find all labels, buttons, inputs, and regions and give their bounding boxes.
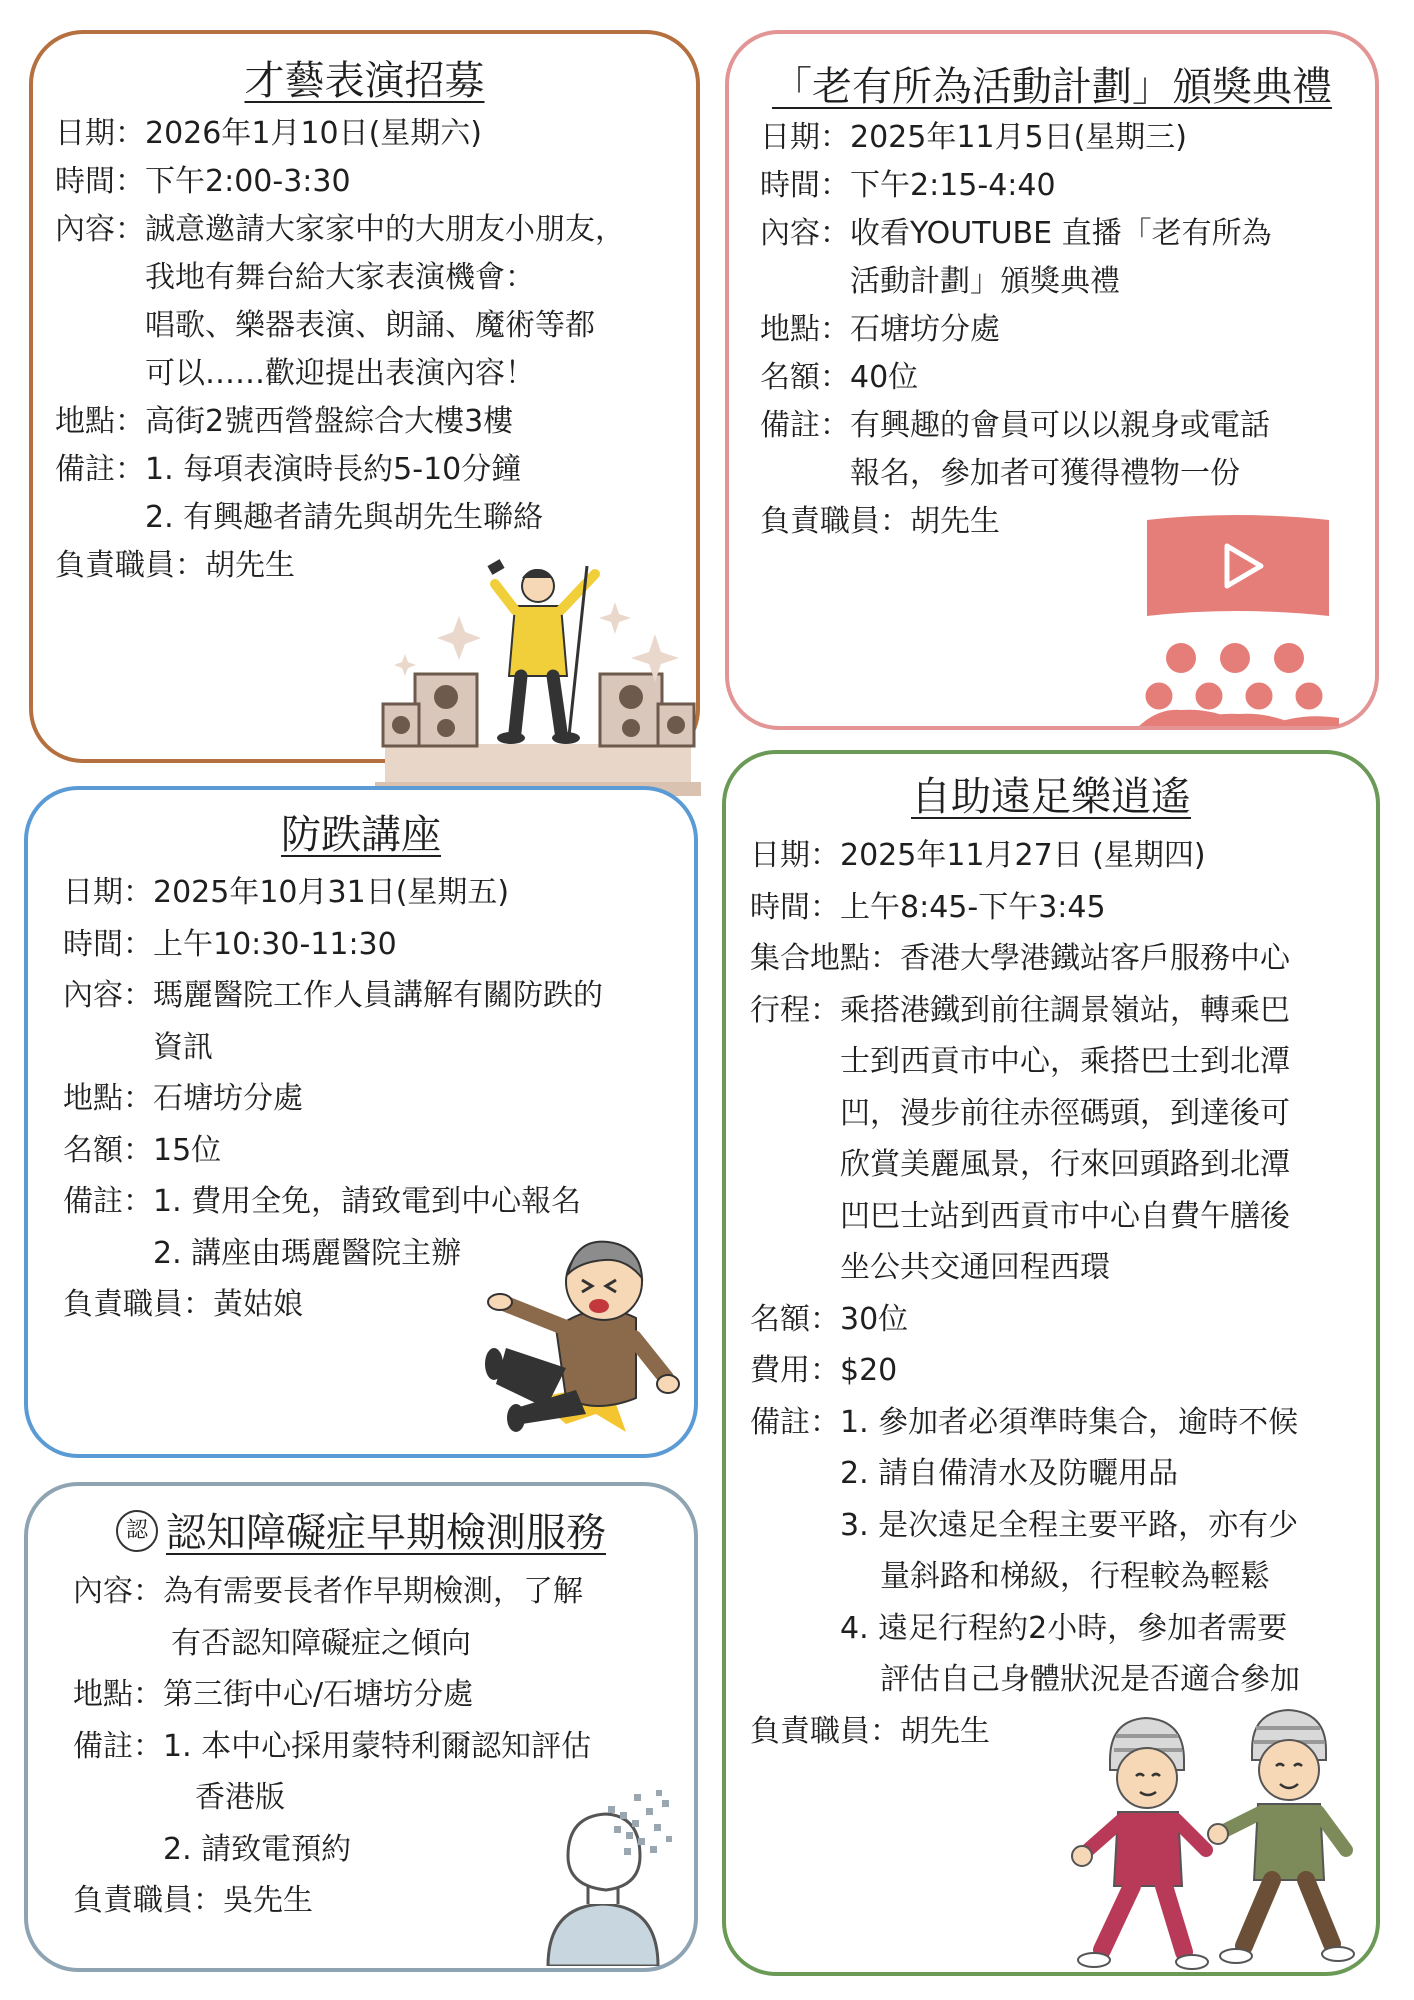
fall-date-row: 日期： 2025年10月31日(星期五) [63,875,510,910]
audience-video-screen-icon [1139,508,1359,726]
talent-staff-row: 負責職員： 胡先生 [55,548,295,583]
cognitive-screening-card [24,1482,698,1972]
award-staff-row: 負責職員： 胡先生 [760,504,1000,539]
award-content-row: 內容： 收看YOUTUBE 直播「老有所為 活動計劃」頒獎典禮 [760,216,1272,299]
hiking-card [722,750,1380,1976]
award-remarks-row: 備註： 有興趣的會員可以以親身或電話 報名，參加者可獲得禮物一份 [760,408,1270,491]
talent-show-title: 才藝表演招募 [244,58,485,104]
hiking-date-row: 日期： 2025年11月27日 (星期四) [750,838,1206,873]
head-dissolving-icon [528,1786,678,1966]
fall-prevention-title: 防跌講座 [281,812,441,858]
fall-quota-row: 名額： 15位 [63,1132,222,1168]
cognition-circle-icon: 認 [116,1510,158,1552]
award-quota-row: 名額： 40位 [760,360,919,395]
fall-venue-row: 地點： 石塘坊分處 [63,1081,303,1116]
fall-staff-row: 負責職員： 黃姑娘 [63,1287,303,1322]
fall-remarks-row: 備註： 1. 費用全免，請致電到中心報名 2. 講座由瑪麗醫院主辦 [63,1184,582,1271]
hiking-meeting-point-row: 集合地點： 香港大學港鐵站客戶服務中心 [750,941,1290,976]
award-venue-row: 地點： 石塘坊分處 [760,312,1000,347]
award-ceremony-card [725,30,1379,730]
award-ceremony-title: 「老有所為活動計劃」頒獎典禮 [772,64,1332,110]
hiking-title: 自助遠足樂逍遙 [911,774,1191,820]
fall-content-row: 內容： 瑪麗醫院工作人員講解有關防跌的 資訊 [63,978,603,1065]
hiking-quota-row: 名額： 30位 [750,1301,909,1337]
hiking-route-row: 行程： 乘搭港鐵到前往調景嶺站，轉乘巴 士到西貢市中心，乘搭巴士到北潭 凹，漫步前往赤徑碼頭，到達後可 欣賞美麗風景，行來回頭路到北潭 凹巴士站到西貢市中心自費午膳後 坐公共交通回程西環 [750,992,1290,1285]
talent-date-row: 日期： 2026年1月10日(星期六) [55,116,483,151]
fall-time-row: 時間： 上午10:30-11:30 [63,926,397,962]
cognitive-venue-row: 地點： 第三街中心/石塘坊分處 [73,1677,474,1712]
singer-on-stage-icon [375,554,701,804]
cognitive-staff-row: 負責職員： 吳先生 [73,1883,313,1918]
talent-time-row: 時間： 下午2:00-3:30 [55,164,351,199]
elderly-couple-walking-icon [1066,1700,1356,1974]
cognitive-content-row: 內容： 為有需要長者作早期檢測，了解 有否認知障礙症之傾向 [73,1574,583,1661]
hiking-time-row: 時間： 上午8:45-下午3:45 [750,889,1106,925]
award-date-row: 日期： 2025年11月5日(星期三) [760,120,1188,155]
talent-remarks-row: 備註： 1. 每項表演時長約5-10分鐘 2. 有興趣者請先與胡先生聯絡 [55,452,544,535]
fall-prevention-card [24,786,698,1458]
hiking-remarks-row: 備註： 1. 參加者必須準時集合，逾時不候 2. 請自備清水及防曬用品 3. 是次遠足全程主要平路，亦有少 量斜路和梯級，行程較為輕鬆 4. 遠足行程約2小時，參加者需要 評估自己身體狀況是否適合參加 [750,1404,1300,1697]
cognitive-remarks-row: 備註： 1. 本中心採用蒙特利爾認知評估 香港版 2. 請致電預約 [73,1728,592,1867]
hiking-fee-row: 費用： $20 [750,1353,898,1388]
talent-content-row: 內容： 誠意邀請大家家中的大朋友小朋友， 我地有舞台給大家表演機會： 唱歌、樂器表演、朗誦、魔術等都 可以……歡迎提出表演內容！ [55,212,625,391]
cognitive-screening-title: 認 認知障礙症早期檢測服務 [28,1508,694,1558]
hiking-staff-row: 負責職員： 胡先生 [750,1713,990,1749]
talent-venue-row: 地點： 高街2號西營盤綜合大樓3樓 [55,404,514,439]
award-time-row: 時間： 下午2:15-4:40 [760,168,1056,203]
talent-show-card [29,30,700,763]
elderly-man-falling-icon [476,1218,686,1440]
